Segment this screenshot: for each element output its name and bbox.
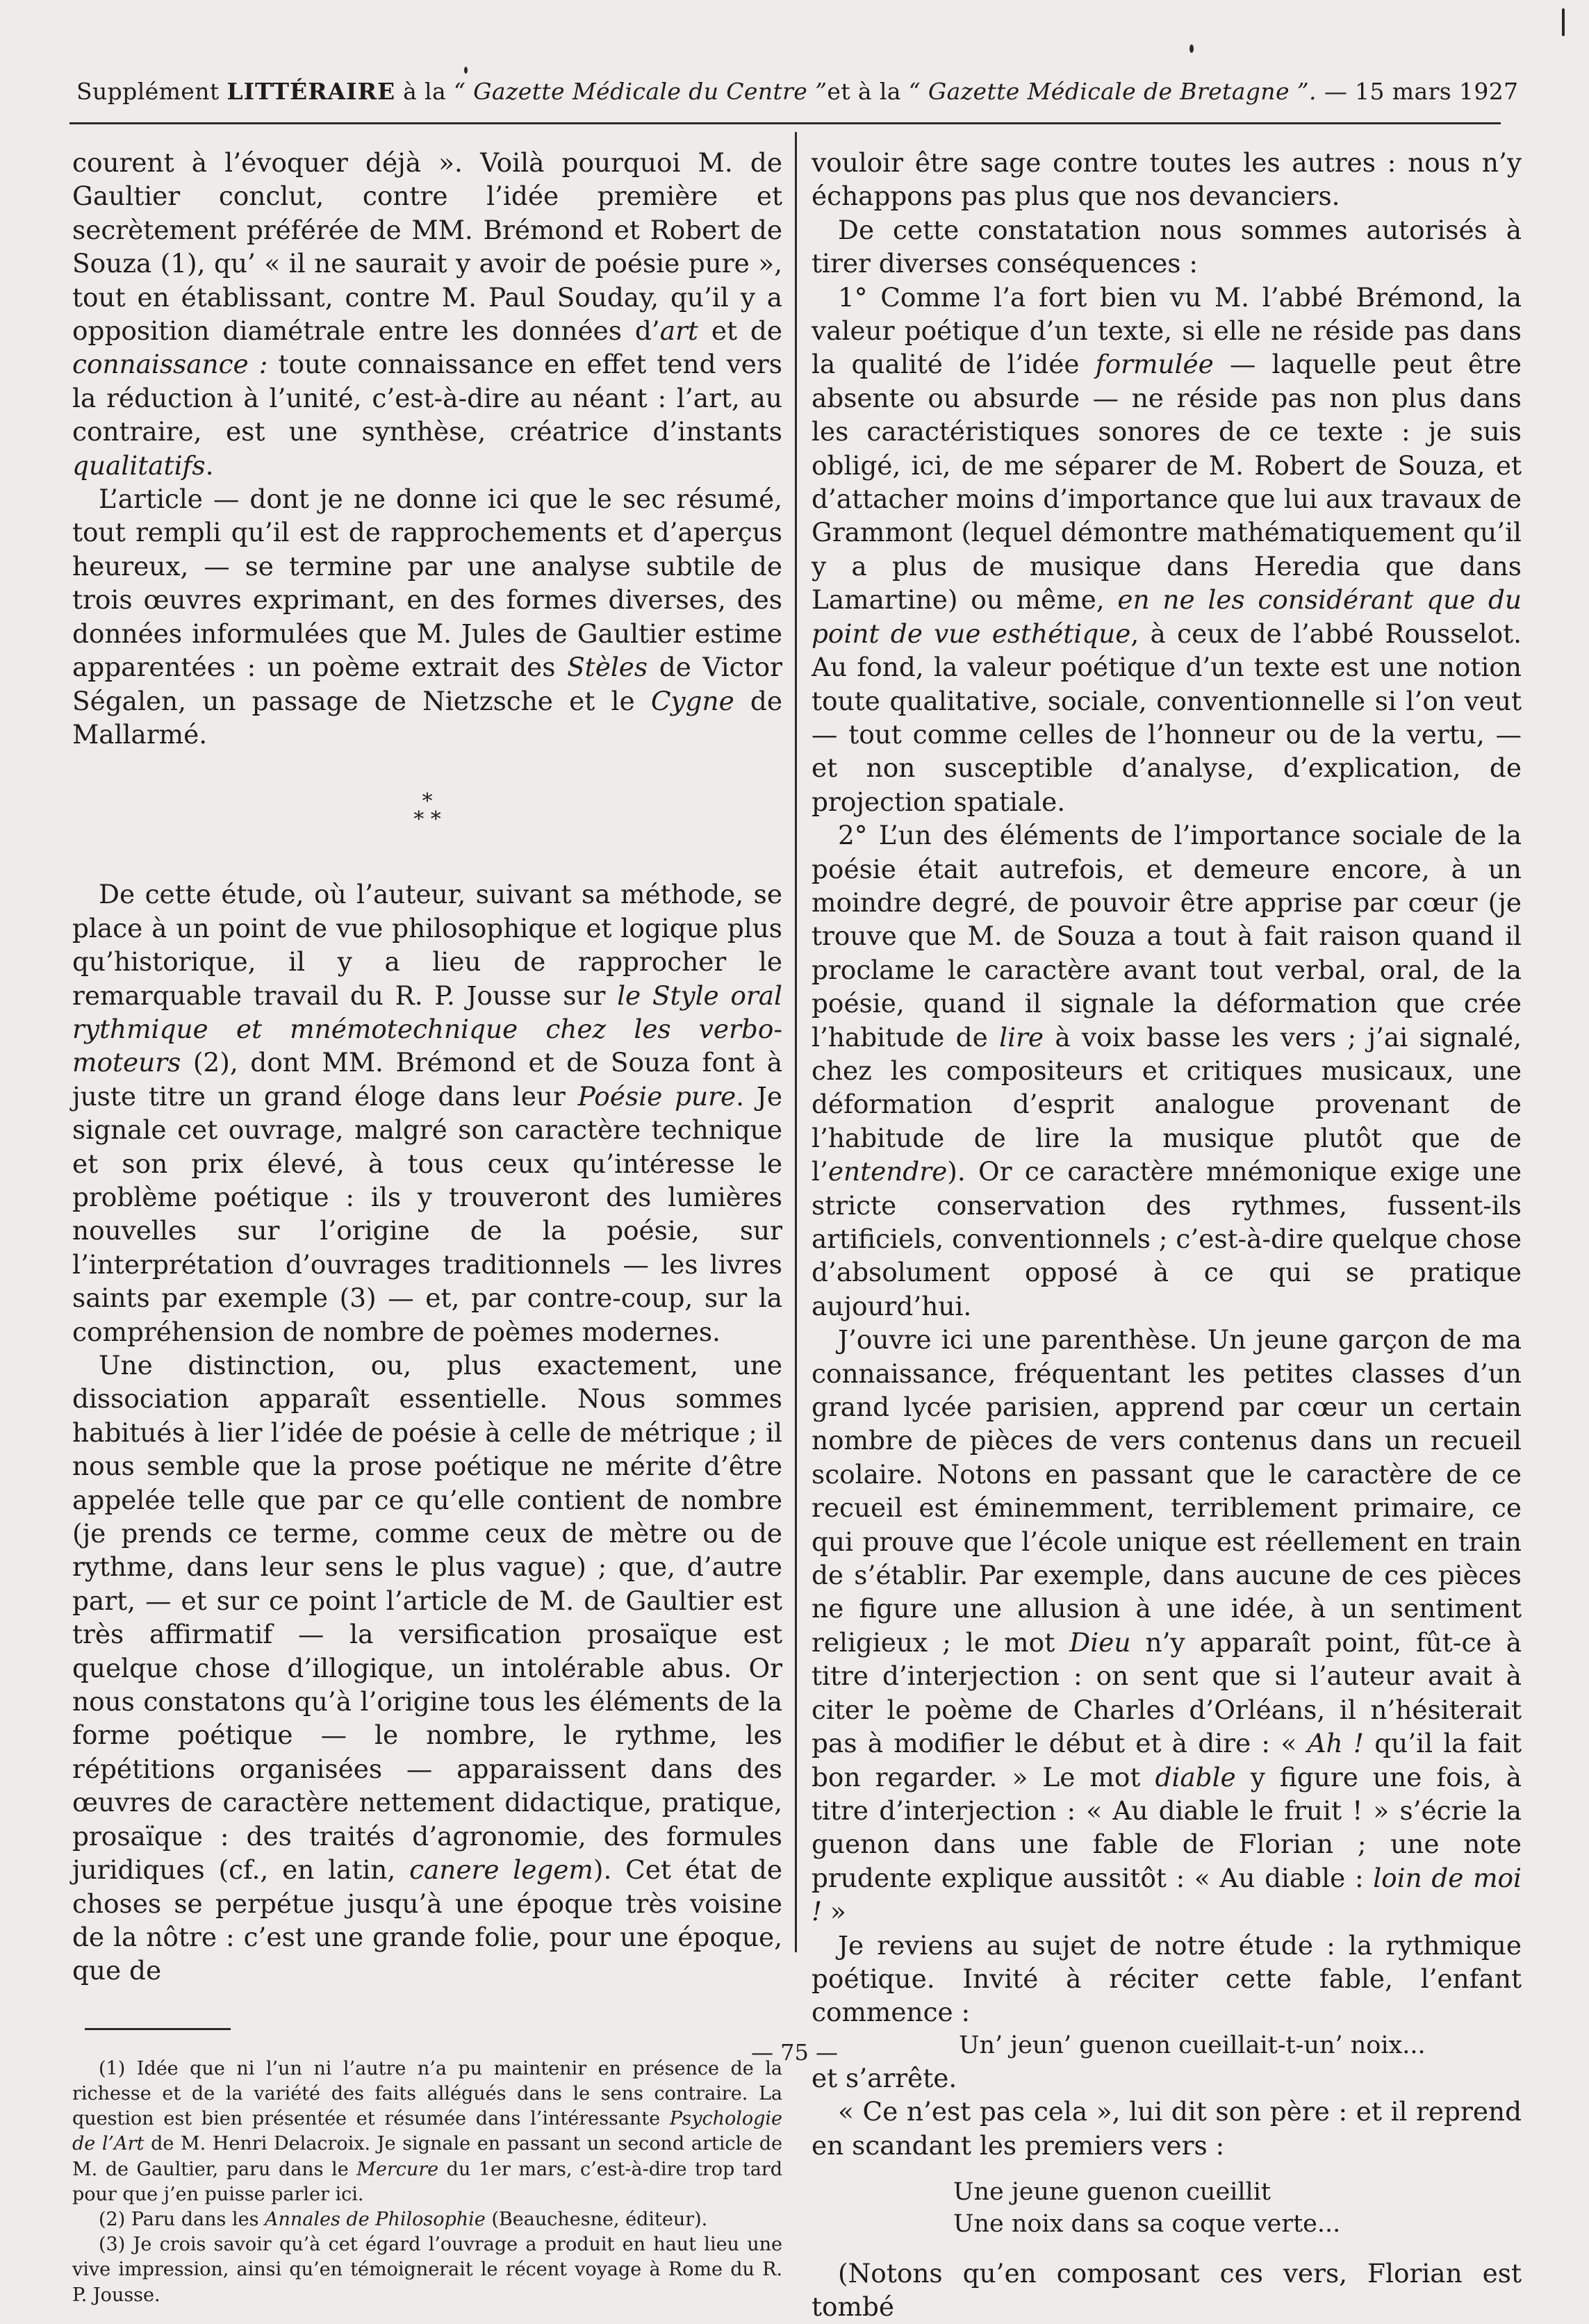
ink-speck [1562, 8, 1565, 36]
header-et-a-la: et à la [827, 78, 901, 105]
paragraph-right-6: Je reviens au sujet de notre étude : la rythmique poétique. Invité à réciter cette fable, l’enfant commence : [812, 1929, 1522, 2028]
header-gazette-centre: “ Gazette Médicale du Centre ” [453, 78, 828, 105]
verse-line-1: Une jeune guenon cueillit [953, 2177, 1271, 2206]
verse-line-2: Une noix dans sa coque verte... [953, 2209, 1341, 2238]
header-left [76, 78, 827, 105]
footnote-rule [85, 2028, 231, 2030]
header-right [827, 78, 1518, 105]
right-column [812, 146, 1522, 2324]
ink-speck [464, 67, 468, 74]
header-date: 15 mars 1927 [1355, 78, 1519, 105]
header-a-la: à la [403, 78, 447, 105]
footnotes [72, 2057, 782, 2308]
header-gazette-bretagne: “ Gazette Médicale de Bretagne ”. [908, 78, 1317, 105]
paragraph-right-8: « Ce n’est pas cela », lui dit son père : et il reprend en scandant les premiers vers : [812, 2096, 1522, 2161]
paragraph-left-3: De cette étude, où l’auteur, suivant sa méthode, se place à un point de vue philosophique et logique plus qu’historique, il y a lieu de rapprocher le remarquable travail du R. P. Jousse sur le Style oral rythmique et mnémotechnique chez les verbo-moteurs (2), dont MM. Brémond et de Souza font à juste titre un grand éloge dans leur Poésie pure. Je signale cet ouvrage, malgré son caractère technique et son prix élevé, à tous ceux qu’intéresse le problème poétique : ils y trouveront des lumières nouvelles sur l’origine de la poésie, sur l’interprétation d’ouvrages traditionnels — les livres saints par exemple (3) — et, par contre-coup, sur la compréhension de nombre de poèmes modernes. [72, 879, 783, 1347]
left-column [72, 146, 782, 2308]
column-divider [795, 132, 797, 1952]
paragraph-right-3: 1° Comme l’a fort bien vu M. l’abbé Brémond, la valeur poétique d’un texte, si elle ne réside pas dans la qualité de l’idée formulée — laquelle peut être absente ou absurde — ne réside pas non plus dans les caractéristiques sonores de ce texte : je suis obligé, ici, de me séparer de M. Robert de Souza, et d’attacher moins d’importance que lui aux travaux de Grammont (lequel démontre mathématiquement qu’il y a plus de musique dans Heredia que dans Lamartine) ou même, en ne les considérant que du point de vue esthétique, à ceux de l’abbé Rousselot. Au fond, la valeur poétique d’un texte est une notion toute qualitative, sociale, conventionnelle si l’on veut — tout comme celles de l’honneur ou de la vertu, — et non susceptible d’analyse, d’explication, de projection spatiale. [812, 281, 1522, 817]
verse-recited: Un’ jeun’ guenon cueillait-t-un’ noix... [959, 2031, 1426, 2059]
footnote-3: (3) Je crois savoir qu’à cet égard l’ouvrage a produit en haut lieu une vive impression, ainsi qu’en témoignerait le récent voyage à Rome du R. P. Jousse. [72, 2234, 782, 2306]
header-supplement: Supplément [76, 78, 220, 105]
page-number: — 75 — [750, 2039, 839, 2066]
paragraph-right-7: et s’arrête. [812, 2062, 957, 2093]
paragraph-left-1: courent à l’évoquer déjà ». Voilà pourquoi M. de Gaultier conclut, contre l’idée première et secrètement préférée de MM. Brémond et Robert de Souza (1), qu’ « il ne saurait y avoir de poésie pure », tout en établissant, contre M. Paul Souday, qu’il y a opposition diamétrale entre les données d’art et de connaissance : toute connaissance en effet tend vers la réduction à l’unité, c’est-à-dire au néant : l’art, au contraire, est une synthèse, créatrice d’instants qualitatifs. [72, 147, 782, 481]
footnote-1: (1) Idée que ni l’un ni l’autre n’a pu maintenir en présence de la richesse et de la variété des faits allégués dans le sens contraire. La question est bien présentée et résumée dans l’intéressante Psychologie de l’Art de M. Henri Delacroix. Je signale en passant un second article de M. de Gaultier, paru dans le Mercure du 1er mars, c’est-à-dire trop tard pour que j’en puisse parler ici. [72, 2057, 782, 2205]
section-asterism: * * * [413, 789, 441, 832]
paragraph-right-2: De cette constatation nous sommes autorisés à tirer diverses conséquences : [812, 214, 1522, 279]
verse-scanned [812, 2176, 1522, 2240]
running-header [76, 78, 1519, 105]
header-rule [69, 122, 1501, 124]
paragraph-right-9: (Notons qu’en composant ces vers, Florian est tombé [812, 2257, 1522, 2323]
header-dash: — [1324, 78, 1348, 105]
paragraph-left-4: Une distinction, ou, plus exactement, une dissociation apparaît essentielle. Nous sommes habitués à lier l’idée de poésie à celle de métrique ; il nous semble que la prose poétique ne mérite d’être appelée telle que par ce qu’elle contient de nombre (je prends ce terme, comme ceux de mètre ou de rythme, dans leur sens le plus vague) ; que, d’autre part, — et sur ce point l’article de M. de Gaultier est très affirmatif — la versification prosaïque est quelque chose d’illogique, un intolérable abus. Or nous constatons qu’à l’origine tous les éléments de la forme poétique — le nombre, le rythme, les répétitions organisées — apparaissent dans des œuvres de caractère nettement didactique, pratique, prosaïque : des traités d’agronomie, des formules juridiques (cf., en latin, canere legem). Cet état de choses se perpétue jusqu’à une époque très voisine de la nôtre : c’est une grande folie, pour une époque, que de [72, 1350, 782, 1986]
paragraph-right-5: J’ouvre ici une parenthèse. Un jeune garçon de ma connaissance, fréquentant les petites classes d’un grand lycée parisien, apprend par cœur un certain nombre de pièces de vers contenus dans un recueil scolaire. Notons en passant que le caractère de ce recueil est éminemment, terriblement primaire, ce qui prouve que l’école unique est réellement en train de s’établir. Par exemple, dans aucune de ces pièces ne figure une allusion à une idée, à un sentiment religieux ; le mot Dieu n’y apparaît point, fût-ce à titre d’interjection : on sent que si l’auteur avait à citer le poème de Charles d’Orléans, il n’hésiterait pas à modifier le début et à dire : « Ah ! qu’il la fait bon regarder. » Le mot diable y figure une fois, à titre d’interjection : « Au diable le fruit ! » s’écrie la guenon dans une fable de Florian ; une note prudente explique aussitôt : « Au diable : loin de moi ! » [812, 1324, 1522, 1927]
paragraph-right-4: 2° L’un des éléments de l’importance sociale de la poésie était autrefois, et demeure encore, à un moindre degré, de pouvoir être apprise par cœur (je trouve que M. de Souza a tout à fait raison quand il proclame le caractère avant tout verbal, oral, de la poésie, quand il signale la déformation que crée l’habitude de lire à voix basse les vers ; j’ai signalé, chez les compositeurs et critiques musicaux, une déformation d’esprit analogue provenant de l’habitude de lire la musique plutôt que de l’entendre). Or ce caractère mnémonique exige une stricte conservation des rythmes, fussent-ils artificiels, conventionnels ; c’est-à-dire quelque chose d’absolument opposé à ce qui se pratique aujourd’hui. [812, 820, 1522, 1321]
paragraph-left-2: L’article — dont je ne donne ici que le sec résumé, tout rempli qu’il est de rapprochements et d’aperçus heureux, — se termine par une analyse subtile de trois œuvres exprimant, en des formes diverses, des données informulées que M. Jules de Gaultier estime apparentées : un poème extrait des Stèles de Victor Ségalen, un passage de Nietzsche et le Cygne de Mallarmé. [72, 484, 782, 750]
footnote-2: (2) Paru dans les Annales de Philosophie (Beauchesne, éditeur). [99, 2208, 708, 2230]
header-literaire: LITTÉRAIRE [227, 78, 396, 105]
ink-speck [1189, 44, 1194, 53]
paragraph-right-1: vouloir être sage contre toutes les autres : nous n’y échappons pas plus que nos devanciers. [812, 147, 1522, 212]
